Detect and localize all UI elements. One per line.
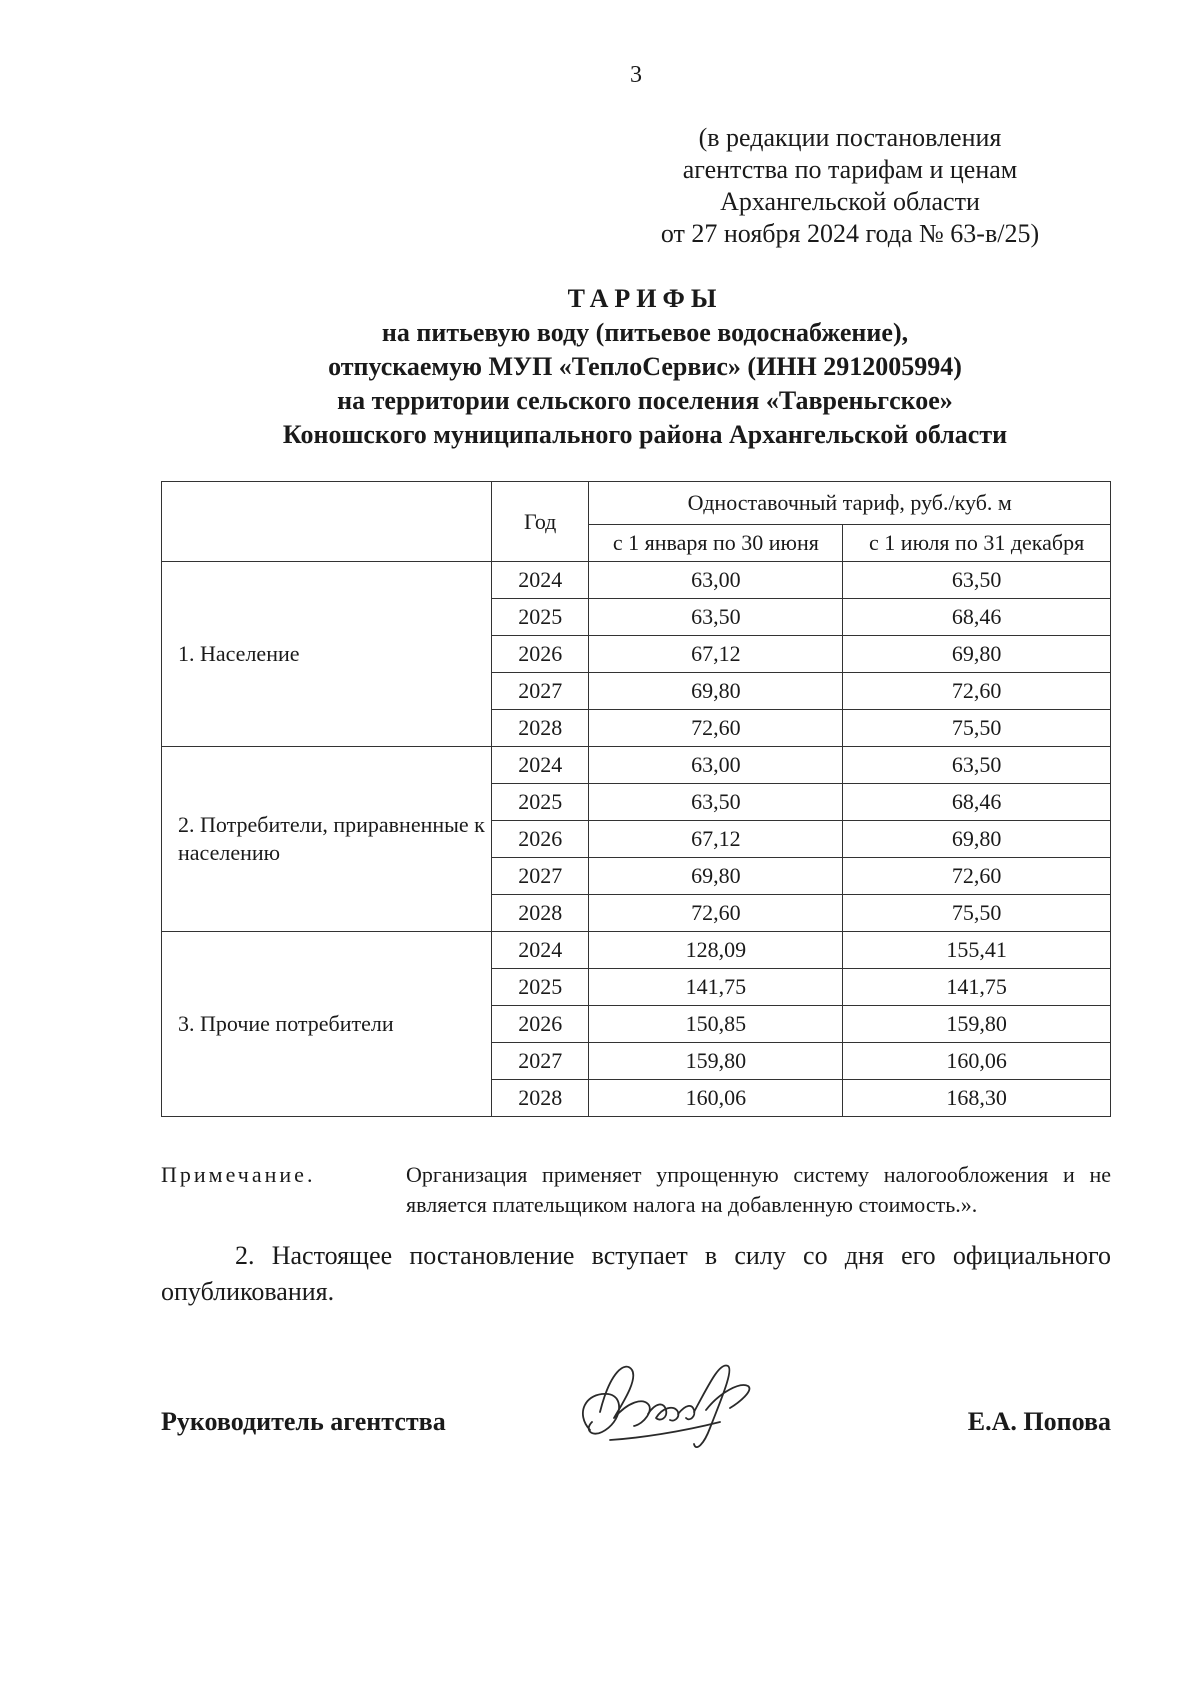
tariff-cell-h1: 69,80 [589,673,843,710]
year-cell: 2024 [491,562,589,599]
edition-line: агентства по тарифам и ценам [682,155,1018,184]
tariff-cell-h2: 168,30 [843,1080,1111,1117]
tariff-cell-h1: 128,09 [589,932,843,969]
table-row [162,932,1111,969]
tariff-cell-h2: 75,50 [843,710,1111,747]
title-line: на территории сельского поселения «Тавреньгское» [337,386,953,415]
tariff-cell-h2: 69,80 [843,821,1111,858]
group-label: 1. Население [162,562,492,747]
signatory-name: Е.А. Попова [967,1407,1111,1436]
tariff-cell-h1: 63,00 [589,747,843,784]
header-first-half: с 1 января по 30 июня [589,525,843,562]
effective-date-paragraph: 2. Настоящее постановление вступает в силу со дня его официального опубликования. [161,1241,1111,1306]
note-text: Организация применяет упрощенную систему налогообложения и не является плательщиком налога на добавленную стоимость.». [406,1162,1111,1217]
tariff-cell-h2: 69,80 [843,636,1111,673]
year-cell: 2027 [491,673,589,710]
tariff-cell-h1: 67,12 [589,821,843,858]
signature [570,1352,770,1462]
header-tariff: Одноставочный тариф, руб./куб. м [589,482,1111,525]
tariff-cell-h1: 150,85 [589,1006,843,1043]
tariff-cell-h1: 141,75 [589,969,843,1006]
tariff-cell-h2: 159,80 [843,1006,1111,1043]
year-cell: 2024 [491,932,589,969]
tariff-cell-h2: 68,46 [843,784,1111,821]
year-cell: 2024 [491,747,589,784]
tariff-cell-h2: 75,50 [843,895,1111,932]
year-cell: 2028 [491,1080,589,1117]
edition-line: (в редакции постановления [698,123,1002,152]
year-cell: 2027 [491,1043,589,1080]
document-title [0,282,1200,452]
year-cell: 2026 [491,636,589,673]
tariff-cell-h2: 160,06 [843,1043,1111,1080]
year-cell: 2025 [491,969,589,1006]
page-number: 3 [630,62,642,88]
tariff-cell-h1: 63,00 [589,562,843,599]
tariff-cell-h1: 63,50 [589,599,843,636]
year-cell: 2028 [491,895,589,932]
tariff-cell-h1: 159,80 [589,1043,843,1080]
edition-line: от 27 ноября 2024 года № 63-в/25) [660,219,1040,248]
edition-line: Архангельской области [720,187,980,216]
tariff-cell-h1: 69,80 [589,858,843,895]
note-label: Примечание. [161,1162,316,1187]
group-label: 2. Потребители, приравненные к населению [162,747,492,932]
year-cell: 2025 [491,599,589,636]
year-cell: 2026 [491,1006,589,1043]
header-empty-cell [162,482,492,562]
header-second-half: с 1 июля по 31 декабря [843,525,1111,562]
tariff-cell-h1: 72,60 [589,895,843,932]
year-cell: 2026 [491,821,589,858]
tariff-cell-h2: 155,41 [843,932,1111,969]
tariff-cell-h2: 72,60 [843,673,1111,710]
year-cell: 2028 [491,710,589,747]
table-row [162,562,1111,599]
tariff-cell-h2: 63,50 [843,562,1111,599]
title-heading: ТАРИФЫ [567,284,723,313]
tariff-cell-h1: 160,06 [589,1080,843,1117]
tariff-cell-h1: 67,12 [589,636,843,673]
group-label: 3. Прочие потребители [162,932,492,1117]
signatory-position: Руководитель агентства [161,1407,446,1436]
tariff-table [161,481,1111,1117]
tariff-cell-h1: 63,50 [589,784,843,821]
table-row [162,747,1111,784]
tariff-cell-h1: 72,60 [589,710,843,747]
tariff-cell-h2: 63,50 [843,747,1111,784]
year-cell: 2027 [491,858,589,895]
title-line: на питьевую воду (питьевое водоснабжение), [381,318,909,347]
title-line: Коношского муниципального района Архангельской области [282,420,1008,449]
tariff-cell-h2: 68,46 [843,599,1111,636]
year-cell: 2025 [491,784,589,821]
title-line: отпускаемую МУП «ТеплоСервис» (ИНН 2912005994) [328,352,962,381]
header-year: Год [491,482,589,562]
tariff-cell-h2: 72,60 [843,858,1111,895]
tariff-cell-h2: 141,75 [843,969,1111,1006]
edition-reference [620,122,1080,250]
